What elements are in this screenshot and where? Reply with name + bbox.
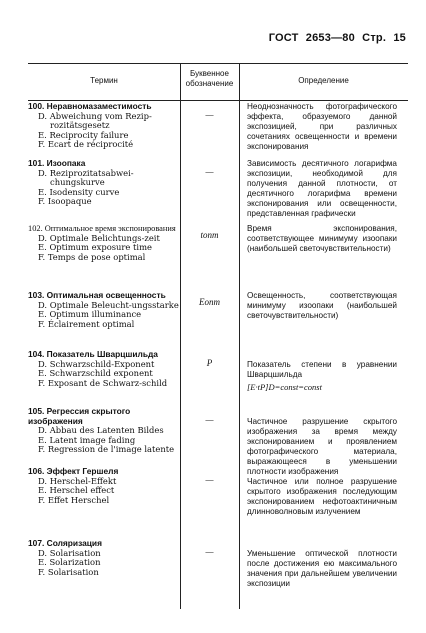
term-number: 103. [28,290,45,300]
term-name: Оптимальная освещенность [46,290,166,300]
term-entry [28,350,180,388]
term-translation: E. Latent image fading [38,434,136,445]
term-translation: E. Optimum exposure time [38,242,152,253]
term-entry [28,467,180,505]
term-number: 102. [28,224,43,233]
page-header [265,32,406,44]
column-divider-1 [180,63,181,609]
definition-text: Показатель степени в уравнении Шварцшильда [247,360,397,379]
term-translation: F. Solarisation [38,566,99,577]
term-translation: F. Ecart de réciprocité [38,139,134,150]
term-definition [247,102,397,152]
definition-text: Частичное или полное разрушение скрытого изображения последующим экспонированием нефотоактиничным длинноволновым излучением [247,477,397,516]
term-number: 107. [28,538,45,548]
term-translation: F. Effet Herschel [38,494,110,505]
term-translation: E. Optimum illuminance [38,309,142,320]
term-translation: E. Reciprocity failure [38,129,129,140]
term-definition [247,360,397,392]
term-title [28,407,180,426]
term-translation: D. Abweichung vom Rezip-rozitätsgesetz [38,110,152,131]
column-header-definition: Определение [298,76,349,85]
term-translation: D. Herschel-Effekt [38,475,117,486]
term-number: 100. [28,101,45,111]
term-number: 101. [28,158,45,168]
term-translation: D. Solarisation [38,547,101,558]
term-name: Соляризация [46,538,102,548]
term-entry [28,539,180,577]
term-definition [247,224,397,254]
page-label: Стр. [362,32,387,44]
term-translation: D. Optimale Belichtungs-zeit [38,232,160,243]
standard-number: 2653—80 [305,32,355,44]
term-translation: F. Éclairement optimal [38,318,135,329]
page-number: 15 [393,32,406,44]
letter-symbol: — [205,475,214,485]
column-header-term: Термин [90,76,118,85]
term-translation: E. Isodensity curve [38,186,120,197]
term-definition [247,477,397,517]
term-definition [247,549,397,589]
term-definition [247,417,397,477]
definition-text: Зависимость десятичного логарифма экспозиции, необходимой для получения данной плотности, от десятичного логарифма времени экспонирования или освещенности, представленная графически [247,159,397,218]
letter-symbol: — [205,415,214,425]
standard-label: ГОСТ [268,32,299,44]
term-translation: D. Schwarzschild-Exponent [38,358,155,369]
schwarzschild-formula: [E·tP]D=const=const [247,382,322,392]
letter-symbol: — [205,110,214,120]
term-entry [28,407,180,455]
term-name: Регрессия скрытого изображения [28,406,131,426]
definition-text: Освещенность, соответствующая минимуму изоопаки (наибольшей светочувствительности) [247,291,397,320]
letter-symbol: P [206,358,213,368]
letter-symbol: — [205,547,214,557]
definition-text: Частичное разрушение скрытого изображения за время между экспонированием и проявлением фотографического материала, выражающееся в уменьшении плотности изображения [247,417,397,476]
term-entry [28,224,180,262]
letter-symbol: tопт [200,230,219,240]
term-translation: F. Isoopaque [38,196,92,207]
term-translation: F. Regression de l'image latente [38,444,175,455]
letter-symbol: — [205,167,214,177]
table-top-rule [28,63,408,64]
term-translation: F. Temps de pose optimal [38,251,146,262]
letter-symbol: Eопт [199,297,220,307]
term-entry [28,102,180,150]
term-name: Неравномазаместимость [46,101,152,111]
term-definition [247,291,397,321]
term-translation: E. Solarization [38,557,101,568]
term-translation: D. Optimale Beleucht-ungsstarke [38,299,179,310]
term-translation: E. Schwarzschild exponent [38,368,153,379]
term-name: Эффект Гершеля [46,466,119,476]
term-translation: F. Exposant de Schwarz-schild [38,377,168,388]
term-number: 106. [28,466,45,476]
term-name: Изоопака [46,158,86,168]
term-entry [28,159,180,207]
term-translation: E. Herschel effect [38,485,115,496]
term-translation: D. Reziprozitatsabwei-chungskurve [38,167,134,188]
column-header-symbol: Буквенное обозначение [185,69,234,88]
term-translation: D. Abbau des Latenten Bildes [38,425,164,436]
definition-text: Уменьшение оптической плотности после достижения ею максимального значения при дальнейшем увеличении экспозиции [247,549,397,588]
term-name: Показатель Шварцшильда [46,349,158,359]
term-definition [247,159,397,219]
term-number: 104. [28,349,45,359]
column-divider-2 [239,63,240,609]
term-number: 105. [28,406,45,416]
terms-table [28,63,408,609]
term-entry [28,291,180,329]
definition-text: Время экспонирования, соответствующее минимуму изоопаки (наибольшей светочувствительности) [247,224,397,253]
definition-text: Неоднозначность фотографического эффекта, образуемого данной экспозицией, при различных сочетаниях освещенности и времени экспонирования [247,102,397,151]
term-name: Оптимальное время экспонирования [44,224,176,233]
